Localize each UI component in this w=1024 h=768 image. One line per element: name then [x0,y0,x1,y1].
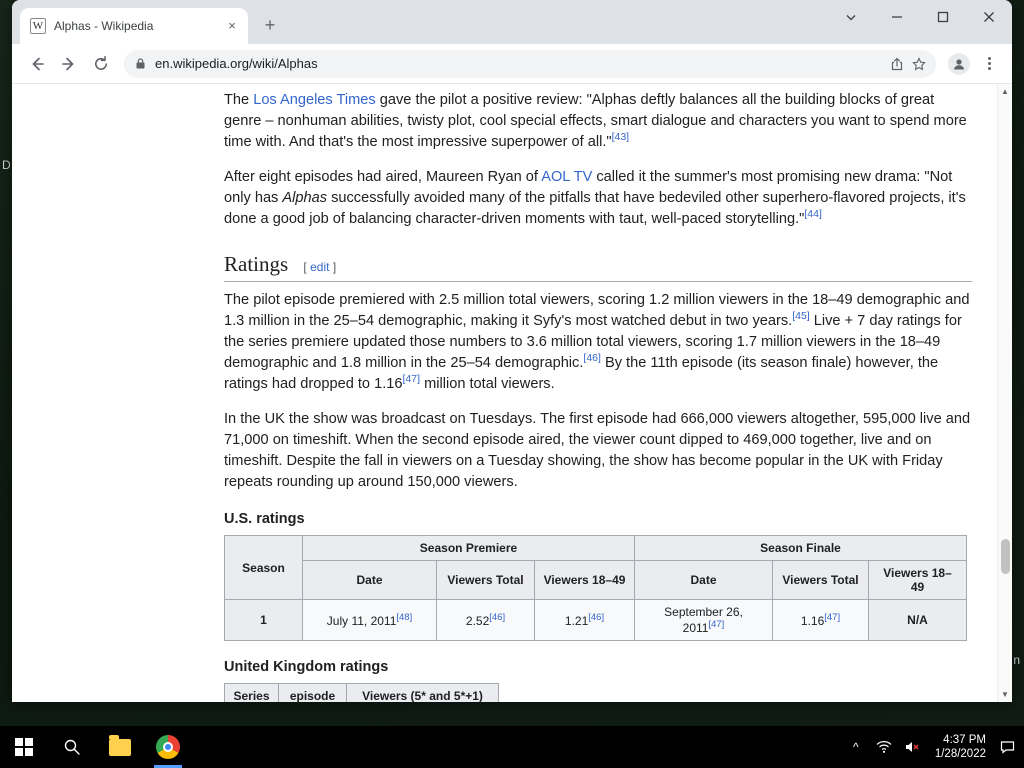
link-aol-tv[interactable]: AOL TV [541,169,593,185]
network-icon[interactable] [871,726,897,768]
clock-date: 1/28/2022 [934,748,986,760]
new-tab-button[interactable]: + [264,15,276,35]
paragraph-aol-tv: After eight episodes had aired, Maureen Ryan of AOL TV called it the summer's most promising new drama: "Not only has Alphas successfully avoided many of the pitfalls that have bedeviled other superhero-flavored projects, it's done a good job of balancing character-driven moments with taut, well-paced storytelling."[44] [224,169,966,227]
forward-icon[interactable] [54,49,84,79]
profile-avatar-icon[interactable] [944,49,974,79]
paragraph-uk-ratings: In the UK the show was broadcast on Tuesdays. The first episode had 666,000 viewers altogether, 595,000 live and 71,000 on timeshift. When the second episode aired, the viewer count dipped to 469,000 together, live and on timeshift. Despite the fall in viewers on a Tuesday showing, the show has become popular in the UK with Friday repeats rounding up around 150,000 viewers. [224,411,971,490]
paragraph-la-times: The Los Angeles Times gave the pilot a positive review: "Alphas deftly balances all the building blocks of great genre – nonhuman abilities, twisty plot, cool special effects, smart dialogue and characters you want to spend more time with. And that's the most impressive superpower of all."[43] [224,92,967,150]
start-button-icon[interactable] [0,726,48,768]
page-scrollbar[interactable] [997,84,1012,702]
title-alphas: Alphas [282,190,328,206]
browser-window [12,0,1012,702]
header-uk-series: Series [225,684,279,703]
header-premiere-viewers-total: Viewers Total [437,561,535,600]
folder-icon [109,739,131,756]
desktop-right-text: n [1013,653,1020,667]
back-icon[interactable] [22,49,52,79]
header-finale-viewers-1849: Viewers 18–49 [869,561,967,600]
table-header-row [225,684,499,703]
article-content [224,84,972,702]
edit-link-text: edit [310,260,330,274]
bookmark-star-icon[interactable] [912,57,926,71]
table-header-row-sub [225,561,967,600]
address-bar[interactable] [124,50,936,78]
reference-46b[interactable]: [46] [489,612,506,623]
browser-toolbar [12,44,1012,84]
reference-47b[interactable]: [47] [708,619,725,630]
chevron-down-icon[interactable] [828,0,874,34]
reference-48[interactable]: [48] [396,612,413,623]
chrome-taskbar-icon[interactable] [144,726,192,768]
windows-logo-icon [15,738,33,756]
reference-46c[interactable]: [46] [588,612,605,623]
lock-icon [134,57,147,70]
header-finale-date: Date [635,561,773,600]
window-controls [828,0,1012,34]
maximize-icon[interactable] [920,0,966,34]
subheading-uk-ratings: United Kingdom ratings [224,659,389,675]
page-viewport [12,84,1012,702]
desktop-left-text: D [2,158,11,172]
reference-46[interactable]: [46] [583,352,601,365]
tab-strip [12,0,1012,44]
edit-section-link[interactable]: [ edit ] [303,260,337,274]
reference-47c[interactable]: [47] [824,612,841,623]
header-season-premiere: Season Premiere [303,536,635,561]
clock-time: 4:37 PM [943,734,986,746]
address-bar-url: en.wikipedia.org/wiki/Alphas [155,56,318,71]
chrome-menu-icon[interactable] [976,51,1002,77]
cell-premiere-date: July 11, 2011[48] [303,600,437,641]
us-ratings-table [224,535,967,641]
wikipedia-favicon: W [30,18,46,34]
close-window-icon[interactable] [966,0,1012,34]
table-row [225,600,967,641]
header-uk-episode: episode [279,684,347,703]
header-finale-viewers-total: Viewers Total [773,561,869,600]
reference-45[interactable]: [45] [792,310,810,323]
header-season-finale: Season Finale [635,536,967,561]
tab-title: Alphas - Wikipedia [54,19,154,33]
search-icon[interactable] [48,726,96,768]
cell-finale-total: 1.16[47] [773,600,869,641]
ratings-heading-text: Ratings [224,252,289,276]
file-explorer-icon[interactable] [96,726,144,768]
share-icon[interactable] [890,57,904,71]
taskbar-clock[interactable] [927,733,994,761]
clipped-previous-line [224,84,972,88]
reload-icon[interactable] [86,49,116,79]
subheading-us-ratings: U.S. ratings [224,511,305,527]
reference-43[interactable]: [43] [611,131,630,144]
section-heading-ratings [224,252,972,282]
minimize-icon[interactable] [874,0,920,34]
cell-finale-1849: N/A [869,600,967,641]
volume-muted-icon[interactable] [899,726,925,768]
link-los-angeles-times[interactable]: Los Angeles Times [253,92,376,108]
paragraph-us-ratings: The pilot episode premiered with 2.5 million total viewers, scoring 1.2 million viewers in the 18–49 demographic and 1.3 million in the 25–54 demographic, making it Syfy's most watched debut in two years.[45] Live + 7 day ratings for the series premiere updated those numbers to 3.6 million total viewers, scoring 1.7 million viewers in the 18–49 demographic and 1.8 million in the 25–54 demographic.[46] By the 11th episode (its season finale) however, the ratings had dropped to 1.16[47] million total viewers. [224,292,970,392]
notifications-icon[interactable] [996,726,1018,768]
avatar [948,53,970,75]
cell-finale-date: September 26, 2011[47] [635,600,773,641]
browser-tab-alphas[interactable] [20,8,248,44]
close-tab-icon[interactable]: × [228,18,236,33]
system-tray [843,726,1024,768]
wikipedia-article [12,84,997,702]
cell-premiere-1849: 1.21[46] [535,600,635,641]
windows-taskbar [0,726,1024,768]
scrollbar-thumb[interactable] [1001,539,1010,574]
header-season: Season [225,536,303,600]
cell-season: 1 [225,600,303,641]
scroll-up-arrow[interactable]: ▲ [1001,87,1009,96]
header-premiere-viewers-1849: Viewers 18–49 [535,561,635,600]
scroll-down-arrow[interactable]: ▼ [1001,690,1009,699]
header-premiere-date: Date [303,561,437,600]
table-header-row-group [225,536,967,561]
uk-ratings-table [224,683,499,702]
chrome-logo-icon [156,735,180,759]
reference-47[interactable]: [47] [402,373,421,386]
reference-44[interactable]: [44] [804,208,822,221]
tray-expand-chevron-icon[interactable]: ^ [853,740,859,754]
header-uk-viewers: Viewers (5* and 5*+1) [347,684,499,703]
cell-premiere-total: 2.52[46] [437,600,535,641]
